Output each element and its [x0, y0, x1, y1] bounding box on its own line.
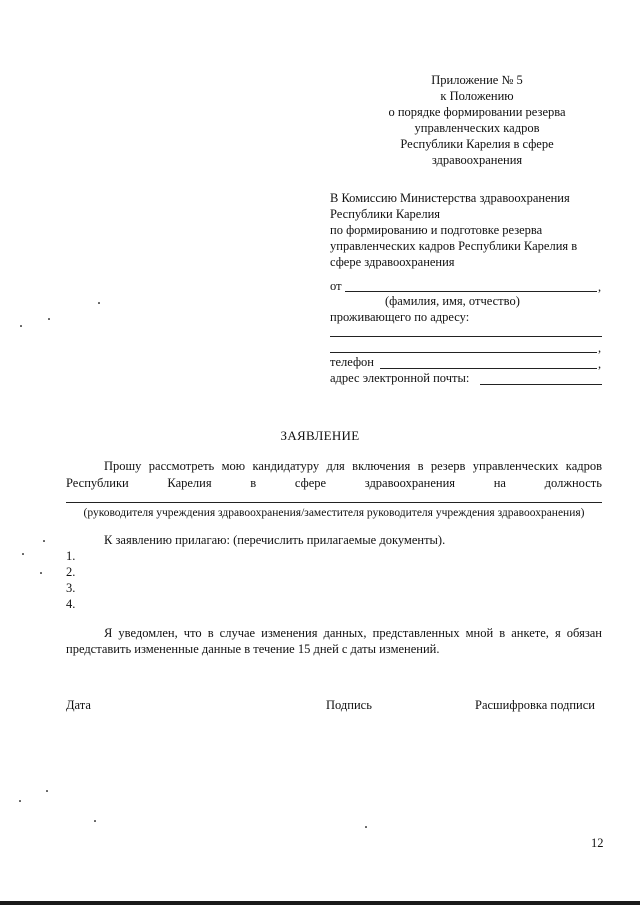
- address-field-line-2[interactable]: [330, 352, 597, 353]
- appendix-line: к Положению: [440, 89, 514, 103]
- phone-field[interactable]: [380, 368, 597, 369]
- phone-comma: ,: [598, 357, 602, 371]
- address-field-line-1[interactable]: [330, 336, 602, 337]
- request-word: на: [493, 476, 506, 490]
- from-label: от: [330, 279, 342, 293]
- notice-line-2: представить измененные данные в течение 15 дней с даты изменений.: [66, 642, 440, 656]
- scan-speck: [365, 826, 367, 828]
- scan-speck: [40, 572, 42, 574]
- addressee-line: управленческих кадров Республики Карелия в: [330, 239, 578, 253]
- addressee-line: Республики Карелия: [330, 207, 441, 221]
- list-item: 3.: [66, 581, 76, 595]
- request-word: должность: [544, 476, 602, 490]
- date-label: Дата: [66, 698, 91, 712]
- appendix-header: [372, 72, 582, 168]
- addressee-block: [330, 190, 577, 270]
- position-hint: (руководителя учреждения здравоохранения/заместителя руководителя учреждения здравоохранения): [83, 507, 585, 519]
- fullname-hint: (фамилия, имя, отчество): [385, 294, 520, 308]
- fullname-comma: ,: [598, 280, 602, 294]
- attachments-list: [66, 548, 75, 612]
- notice-line-1-text: Я уведомлен, что в случае изменения данных, представленных мной в анкете, я обязан: [104, 626, 602, 640]
- list-item: 1.: [66, 549, 76, 563]
- notice-line-1: [66, 625, 602, 641]
- list-item: 2.: [66, 565, 76, 579]
- signature-label: Подпись: [326, 698, 372, 712]
- appendix-line: Приложение № 5: [431, 73, 523, 87]
- fullname-field[interactable]: [345, 291, 597, 292]
- appendix-line: управленческих кадров: [414, 121, 540, 135]
- scan-bottom-edge: [0, 901, 640, 905]
- scan-speck: [46, 790, 48, 792]
- scan-speck: [98, 302, 100, 304]
- scan-speck: [48, 318, 50, 320]
- attachments-intro: К заявлению прилагаю: (перечислить прилагаемые документы).: [104, 533, 446, 547]
- appendix-line: о порядке формировании резерва: [388, 105, 566, 119]
- addressee-line: по формированию и подготовке резерва: [330, 223, 543, 237]
- addressee-line: сфере здравоохранения: [330, 255, 455, 269]
- email-label: адрес электронной почты:: [330, 371, 470, 385]
- page-number: 12: [591, 836, 604, 850]
- request-word: в: [250, 476, 257, 490]
- list-item: 4.: [66, 597, 76, 611]
- address-comma: ,: [598, 341, 602, 355]
- request-word: здравоохранения: [364, 476, 456, 490]
- request-text-line-2: [66, 475, 602, 491]
- request-word: Республики: [66, 476, 129, 490]
- signature-decode-label: Расшифровка подписи: [475, 698, 595, 712]
- scan-speck: [19, 800, 21, 802]
- request-text-line-1: [66, 458, 602, 474]
- request-word: Карелия: [167, 476, 212, 490]
- document-title: ЗАЯВЛЕНИЕ: [280, 428, 360, 443]
- request-word: сфере: [294, 476, 327, 490]
- residing-label: проживающего по адресу:: [330, 310, 470, 324]
- appendix-line: Республики Карелия в сфере: [400, 137, 554, 151]
- scan-speck: [22, 553, 24, 555]
- phone-label: телефон: [330, 355, 374, 369]
- addressee-line: В Комиссию Министерства здравоохранения: [330, 191, 570, 205]
- email-field[interactable]: [480, 384, 602, 385]
- scan-speck: [20, 325, 22, 327]
- request-line-1-text: Прошу рассмотреть мою кандидатуру для включения в резерв управленческих кадров: [104, 459, 602, 473]
- scan-speck: [43, 540, 45, 542]
- appendix-line: здравоохранения: [431, 153, 523, 167]
- position-field[interactable]: [66, 502, 602, 503]
- scan-speck: [94, 820, 96, 822]
